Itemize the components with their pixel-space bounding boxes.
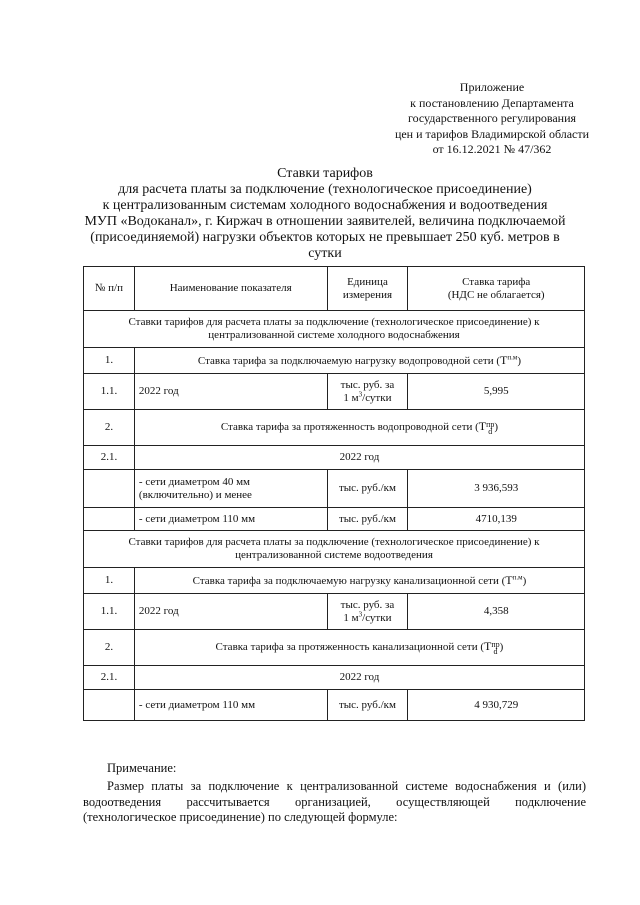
row-num: 1.1.	[84, 374, 135, 410]
note-title: Примечание:	[107, 761, 177, 775]
row-diameter: - сети диаметром 110 мм	[134, 508, 327, 531]
row-diameter: - сети диаметром 40 мм (включительно) и менее	[134, 470, 327, 508]
row-rate-length-water: Ставка тарифа за протяженность водопроводной сети (Tпр d )	[134, 410, 584, 446]
title-line: Ставки тарифов	[277, 166, 373, 181]
table-row	[84, 690, 585, 721]
appendix-line: цен и тарифов Владимирской области	[394, 126, 590, 141]
table-row	[84, 470, 585, 508]
table-row	[84, 508, 585, 531]
row-unit: тыс. руб./км	[327, 470, 408, 508]
title-line: (присоединяемой) нагрузки объектов которых не превышает 250 куб. метров в	[90, 230, 560, 245]
row-num: 1.	[84, 568, 135, 594]
row-year: 2022 год	[134, 446, 584, 470]
section-sewer-row	[84, 531, 585, 568]
title-line: к централизованным системам холодного водоснабжения и водоотведения	[102, 198, 548, 213]
row-unit: тыс. руб. за 1 $м^3$/сутки	[327, 374, 408, 410]
row-diameter: - сети диаметром 110 мм	[134, 690, 327, 721]
empty-cell	[84, 470, 135, 508]
row-num: 2.1.	[84, 446, 135, 470]
appendix-line: государственного регулирования	[407, 111, 577, 125]
note-text: Размер платы за подключение к централизованной системе водоснабжения и (или) водоотведения рассчитывается организацией, осуществляющей подключение (технологическое присоединение) по следующей формуле:	[83, 779, 586, 824]
header-name: Наименование показателя	[134, 267, 327, 311]
row-num: 1.1.	[84, 594, 135, 630]
row-year: 2022 год	[134, 666, 584, 690]
row-value: 4 930,729	[408, 690, 585, 721]
row-unit: тыс. руб. за 1 $м^3$/сутки	[327, 594, 408, 630]
table-row	[84, 666, 585, 690]
title-line: для расчета платы за подключение (технологическое присоединение)	[118, 182, 532, 197]
appendix-line: к постановлению Департамента	[410, 95, 574, 110]
header-num: № п/п	[84, 267, 135, 311]
row-num: 2.1.	[84, 666, 135, 690]
table-row	[84, 630, 585, 666]
tariff-table	[83, 266, 585, 721]
row-num: 1.	[84, 348, 135, 374]
row-unit: тыс. руб./км	[327, 508, 408, 531]
table-row	[84, 568, 585, 594]
row-value: 4710,139	[408, 508, 585, 531]
row-num: 2.	[84, 630, 135, 666]
table-header-row	[84, 267, 585, 311]
title-line: сутки	[308, 246, 342, 261]
section-sewer-title: Ставки тарифов для расчета платы за подключение (технологическое присоединение) к централизованной системе водоотведения	[84, 531, 585, 568]
row-year: 2022 год	[134, 374, 327, 410]
empty-cell	[84, 508, 135, 531]
empty-cell	[84, 690, 135, 721]
row-value: 4,358	[408, 594, 585, 630]
table-row	[84, 446, 585, 470]
row-rate-length-sewer: Ставка тарифа за протяженность канализационной сети (Tпр d )	[134, 630, 584, 666]
row-value: 3 936,593	[408, 470, 585, 508]
row-value: 5,995	[408, 374, 585, 410]
appendix-line: Приложение	[459, 80, 525, 94]
table-row	[84, 348, 585, 374]
section-water-title: Ставки тарифов для расчета платы за подключение (технологическое присоединение) к централизованной системе холодного водоснабжения	[84, 311, 585, 348]
appendix-block	[392, 80, 592, 158]
appendix-date: от 16.12.2021 № 47/362	[432, 142, 552, 156]
header-rate: Ставка тарифа (НДС не облагается)	[408, 267, 585, 311]
row-num: 2.	[84, 410, 135, 446]
title-line: МУП «Водоканал», г. Киржач в отношении заявителей, величина подключаемой	[84, 214, 566, 229]
document-title	[60, 166, 590, 262]
row-rate-load-water: Ставка тарифа за подключаемую нагрузку водопроводной сети $(T^{п.м})$	[134, 348, 584, 374]
row-unit: тыс. руб./км	[327, 690, 408, 721]
row-rate-load-sewer: Ставка тарифа за подключаемую нагрузку канализационной сети $(T^{п.м})$	[134, 568, 584, 594]
table-row	[84, 410, 585, 446]
row-year: 2022 год	[134, 594, 327, 630]
table-row	[84, 374, 585, 410]
header-unit: Единица измерения	[327, 267, 408, 311]
table-row	[84, 594, 585, 630]
section-water-row	[84, 311, 585, 348]
